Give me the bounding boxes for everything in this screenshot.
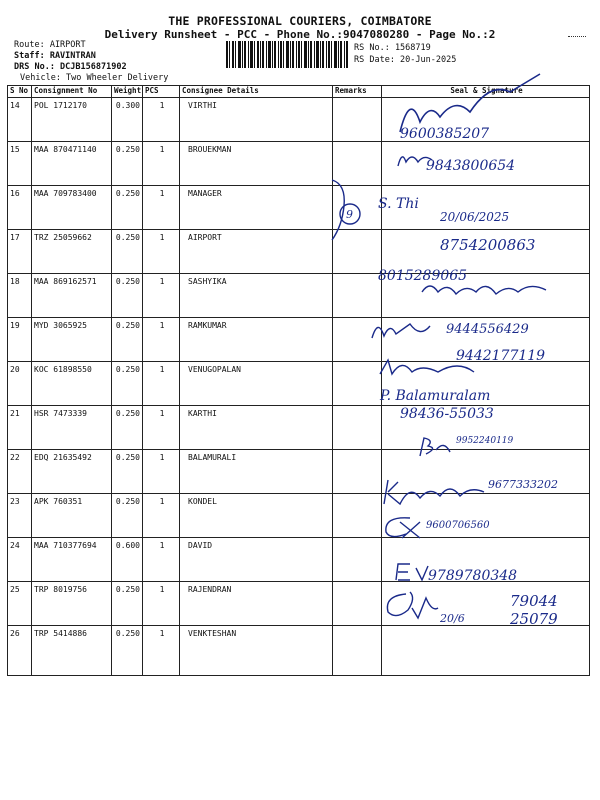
table-row (8, 230, 590, 274)
cell-consignee: SASHYIKA (180, 274, 333, 318)
cell-signature (382, 362, 590, 406)
cell-sno: 17 (8, 230, 32, 274)
cell-consignment-no: EDQ 21635492 (32, 450, 112, 494)
staff-label: Staff: RAVINTRAN (14, 51, 96, 61)
signature-23-phone: 9677333202 (488, 478, 558, 491)
cell-remarks (333, 98, 382, 142)
cell-weight: 0.250 (112, 582, 143, 626)
svg-text:9: 9 (346, 208, 353, 221)
cell-weight: 0.250 (112, 274, 143, 318)
signature-25-phone: 9789780348 (428, 568, 518, 584)
table-row (8, 186, 590, 230)
cell-signature (382, 406, 590, 450)
cell-consignment-no: POL 1712170 (32, 98, 112, 142)
header-remarks: Remarks (333, 86, 382, 98)
cell-consignee: RAJENDRAN (180, 582, 333, 626)
cell-remarks (333, 626, 382, 676)
cell-pcs: 1 (143, 362, 180, 406)
cell-remarks (333, 538, 382, 582)
cell-sno: 19 (8, 318, 32, 362)
cell-remarks (333, 494, 382, 538)
cell-remarks (333, 142, 382, 186)
cell-pcs: 1 (143, 582, 180, 626)
cell-consignment-no: KOC 61898550 (32, 362, 112, 406)
cell-consignee: DAVID (180, 538, 333, 582)
cell-sno: 24 (8, 538, 32, 582)
cell-pcs: 1 (143, 450, 180, 494)
cell-pcs: 1 (143, 98, 180, 142)
runsheet-table (7, 85, 590, 676)
cell-sno: 15 (8, 142, 32, 186)
drs-number: DRS No.: DCJB156871902 (14, 62, 127, 72)
signature-19-phone: 9444556429 (446, 322, 529, 337)
table-row (8, 450, 590, 494)
table-row (8, 362, 590, 406)
cell-signature (382, 274, 590, 318)
signature-26-phone-a: 79044 (510, 592, 558, 610)
cell-sno: 22 (8, 450, 32, 494)
signature-15-phone: 9843800654 (426, 158, 516, 174)
signature-26-phone-b: 25079 (510, 610, 558, 628)
cell-signature (382, 626, 590, 676)
cell-consignment-no: TRP 5414886 (32, 626, 112, 676)
cell-consignee: KARTHI (180, 406, 333, 450)
rs-date: RS Date: 20-Jun-2025 (354, 55, 457, 65)
header-pcs: PCS (143, 86, 180, 98)
cell-consignment-no: HSR 7473339 (32, 406, 112, 450)
corner-mark (568, 36, 586, 41)
cell-pcs: 1 (143, 274, 180, 318)
signature-17-phone: 8754200863 (440, 236, 536, 254)
table-row (8, 318, 590, 362)
runsheet-subtitle: Delivery Runsheet - PCC - Phone No.:9047080280 - Page No.:2 (104, 28, 496, 41)
cell-weight: 0.250 (112, 494, 143, 538)
signature-22-phone: 9952240119 (456, 436, 514, 446)
table-row (8, 142, 590, 186)
cell-sno: 26 (8, 626, 32, 676)
barcode-icon (226, 41, 348, 68)
cell-signature (382, 98, 590, 142)
cell-sno: 18 (8, 274, 32, 318)
cell-remarks (333, 406, 382, 450)
cell-consignment-no: MAA 709783400 (32, 186, 112, 230)
cell-signature (382, 186, 590, 230)
cell-pcs: 1 (143, 538, 180, 582)
cell-consignment-no: MYD 3065925 (32, 318, 112, 362)
cell-signature (382, 318, 590, 362)
cell-consignee: BALAMURALI (180, 450, 333, 494)
cell-consignee: VIRTHI (180, 98, 333, 142)
cell-consignment-no: MAA 869162571 (32, 274, 112, 318)
cell-remarks (333, 318, 382, 362)
signature-21-name: P. Balamuralam (380, 388, 491, 404)
cell-weight: 0.300 (112, 98, 143, 142)
cell-weight: 0.250 (112, 362, 143, 406)
signature-24-phone: 9600706560 (426, 520, 490, 531)
company-title: THE PROFESSIONAL COURIERS, COIMBATORE (168, 14, 432, 28)
cell-signature (382, 582, 590, 626)
signature-14-phone: 9600385207 (400, 126, 490, 142)
table-row (8, 494, 590, 538)
cell-sno: 23 (8, 494, 32, 538)
cell-pcs: 1 (143, 406, 180, 450)
cell-signature (382, 230, 590, 274)
cell-consignee: AIRPORT (180, 230, 333, 274)
cell-pcs: 1 (143, 494, 180, 538)
cell-weight: 0.250 (112, 406, 143, 450)
header-consignee: Consignee Details (180, 86, 333, 98)
cell-remarks (333, 450, 382, 494)
cell-weight: 0.250 (112, 142, 143, 186)
rs-number: RS No.: 1568719 (354, 43, 431, 53)
table-row (8, 406, 590, 450)
cell-sno: 20 (8, 362, 32, 406)
cell-signature (382, 538, 590, 582)
cell-consignment-no: TRP 8019756 (32, 582, 112, 626)
table-row (8, 98, 590, 142)
cell-pcs: 1 (143, 318, 180, 362)
table-row (8, 538, 590, 582)
header-consignment: Consignment No (32, 86, 112, 98)
cell-consignee: MANAGER (180, 186, 333, 230)
signature-26-date: 20/6 (440, 612, 465, 625)
cell-pcs: 1 (143, 186, 180, 230)
route-label: Route: AIRPORT (14, 40, 86, 50)
signature-16-date: 20/06/2025 (440, 210, 510, 224)
table-row (8, 274, 590, 318)
table-row (8, 626, 590, 676)
table-row (8, 582, 590, 626)
signature-20-phone: 9442177119 (456, 348, 546, 364)
cell-remarks (333, 186, 382, 230)
table-header-row (8, 86, 590, 98)
header-sno: S No (8, 86, 32, 98)
header-weight: Weight (112, 86, 143, 98)
cell-remarks (333, 230, 382, 274)
cell-weight: 0.250 (112, 626, 143, 676)
cell-signature (382, 450, 590, 494)
header-signature: Seal & Signature (382, 86, 590, 98)
cell-sno: 21 (8, 406, 32, 450)
cell-signature (382, 142, 590, 186)
cell-consignment-no: APK 760351 (32, 494, 112, 538)
cell-signature (382, 494, 590, 538)
cell-consignee: KONDEL (180, 494, 333, 538)
cell-weight: 0.600 (112, 538, 143, 582)
signature-16-name: S. Thi (378, 196, 419, 212)
signature-21-phone: 98436-55033 (400, 406, 494, 422)
cell-sno: 16 (8, 186, 32, 230)
cell-remarks (333, 362, 382, 406)
cell-consignment-no: MAA 710377694 (32, 538, 112, 582)
cell-consignee: VENKTESHAN (180, 626, 333, 676)
cell-remarks (333, 274, 382, 318)
cell-consignee: VENUGOPALAN (180, 362, 333, 406)
cell-pcs: 1 (143, 230, 180, 274)
vehicle-label: Vehicle: Two Wheeler Delivery (20, 73, 169, 83)
cell-consignment-no: MAA 870471140 (32, 142, 112, 186)
cell-weight: 0.250 (112, 450, 143, 494)
cell-weight: 0.250 (112, 186, 143, 230)
cell-remarks (333, 582, 382, 626)
cell-consignment-no: TRZ 25059662 (32, 230, 112, 274)
cell-sno: 14 (8, 98, 32, 142)
signature-18-phone: 8015289065 (378, 268, 468, 284)
cell-weight: 0.250 (112, 318, 143, 362)
cell-consignee: BROUEKMAN (180, 142, 333, 186)
cell-consignee: RAMKUMAR (180, 318, 333, 362)
cell-pcs: 1 (143, 626, 180, 676)
cell-sno: 25 (8, 582, 32, 626)
cell-weight: 0.250 (112, 230, 143, 274)
cell-pcs: 1 (143, 142, 180, 186)
